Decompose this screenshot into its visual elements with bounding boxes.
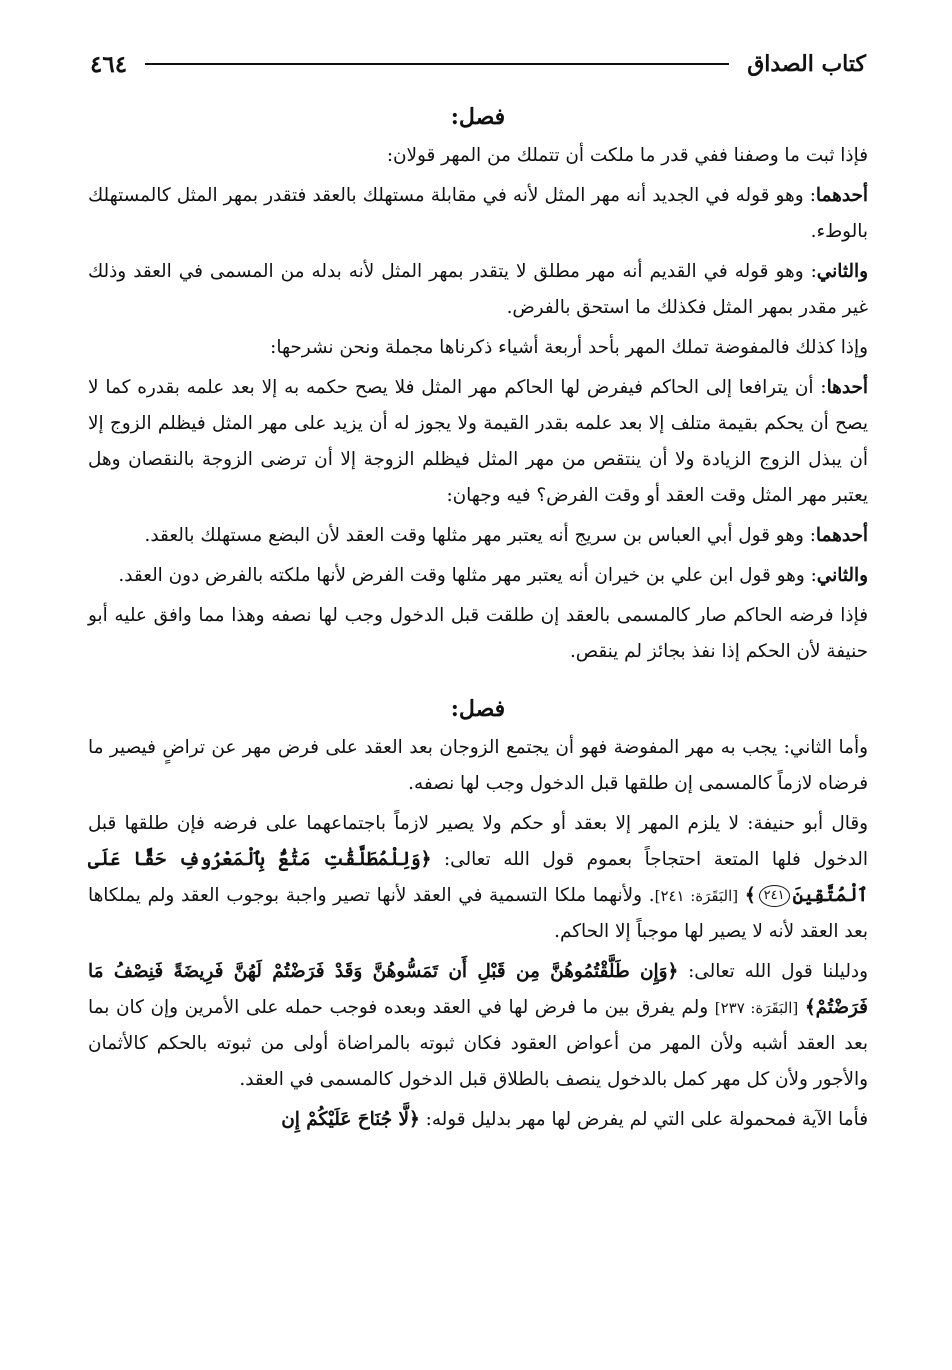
- paragraph-text: . ولأنهما ملكا التسمية في العقد لأنها تصير واجبة بوجوب العقد ولم يملكاها بعد العقد لأنه لا يصير لها موجباً إلا الحاكم.: [88, 885, 868, 942]
- paragraph-text: : وهو قوله في الجديد أنه مهر المثل لأنه في مقابلة مستهلك بالعقد فتقدر بمهر المثل كالمستهلك بالوطء.: [88, 185, 868, 242]
- paragraph: [88, 558, 868, 594]
- paragraph-text: ولم يفرق بين ما فرض لها في العقد وبعده فوجب حمله على الأمرين وإن كان بما بعد العقد أشبه ولأن المهر من أعواض العقود فكان ثبوته بالمراضاة أولى من ثبوته بالحكم كالأثمان والأجور ولأن كل مهر كمل بالدخول ينصف بالطلاق قبل الدخول كالمسمى في العقد.: [88, 997, 868, 1090]
- paragraph: [88, 370, 868, 514]
- quran-verse: ﴿لَّا جُنَاحَ عَلَيْكُمْ إِن: [281, 1109, 420, 1130]
- section-heading: فصل:: [450, 104, 506, 130]
- paragraph: [88, 730, 868, 802]
- paragraph-text: فإذا ثبت ما وصفنا ففي قدر ما ملكت أن تتملك من المهر قولان:: [386, 145, 868, 166]
- section-heading: فصل:: [450, 696, 506, 722]
- paragraph: [88, 954, 868, 1098]
- paragraph-text: فأما الآية فمحمولة على التي لم يفرض لها مهر بدليل قوله:: [425, 1109, 868, 1130]
- paragraph: [88, 254, 868, 326]
- paragraph-text: : وهو قوله في القديم أنه مهر مطلق لا يتقدر بمهر المثل لأنه بدله من المسمى في العقد وذلك غير مقدر بمهر المثل فكذلك ما استحق بالفرض.: [88, 261, 868, 318]
- quran-verse: ﴿وَلِلْمُطَلَّقَٰتِ مَتَٰعٌۢ بِٱلْمَعْرُوفِ حَقًّا عَلَى ٱلْمُتَّقِينَ: [88, 849, 868, 906]
- paragraph-lead: أحدها: [826, 377, 868, 398]
- page-number: ٤٦٤: [90, 50, 128, 78]
- paragraph: [88, 330, 868, 366]
- header-rule: [145, 63, 729, 65]
- paragraph-text: : وهو قول أبي العباس بن سريج أنه يعتبر مهر مثلها وقت العقد لأن البضع مستهلك بالعقد.: [144, 525, 816, 546]
- paragraph-text: وأما الثاني: يجب به مهر المفوضة فهو أن يجتمع الزوجان بعد العقد على فرض مهر عن تراضٍ فيصير ما فرضاه لازماً كالمسمى إن طلقها قبل الدخول وجب لها نصفه.: [88, 737, 868, 794]
- page-body: [88, 96, 868, 1142]
- book-title: كتاب الصداق: [747, 51, 866, 77]
- paragraph: [88, 806, 868, 950]
- page-header: [90, 44, 866, 84]
- paragraph: [88, 138, 868, 174]
- paragraph-text: : وهو قول ابن علي بن خيران أنه يعتبر مهر مثلها وقت الفرض لأنها ملكته بالفرض دون العقد.: [118, 565, 817, 586]
- paragraph-lead: والثاني: [816, 565, 868, 586]
- quran-verse: ﴿وَإِن طَلَّقْتُمُوهُنَّ مِن قَبْلِ أَن تَمَسُّوهُنَّ وَقَدْ فَرَضْتُمْ لَهُنَّ فَرِيضَةً فَنِصْفُ مَا فَرَضْتُمْ﴾: [88, 961, 868, 1018]
- paragraph: [88, 598, 868, 670]
- verse-reference: [البَقَرَة: ٢٤١]: [654, 887, 739, 905]
- paragraph-lead: والثاني: [816, 261, 868, 282]
- paragraph: [88, 178, 868, 250]
- ayah-number-marker: ٢٤١: [759, 885, 790, 907]
- paragraph: [88, 1102, 868, 1138]
- paragraph-lead: أحدهما: [815, 185, 868, 206]
- paragraph: [88, 518, 868, 554]
- paragraph-text: وإذا كذلك فالمفوضة تملك المهر بأحد أربعة أشياء ذكرناها مجملة ونحن نشرحها:: [270, 337, 868, 358]
- paragraph-lead: أحدهما: [815, 525, 868, 546]
- paragraph-text: ودليلنا قول الله تعالى:: [688, 961, 869, 982]
- verse-reference: [البَقَرَة: ٢٣٧]: [714, 999, 799, 1017]
- paragraph-text: وقال أبو حنيفة: لا يلزم المهر إلا بعقد أو حكم ولا يصير لازماً باجتماعهما على فرضه فإن طلقها قبل الدخول فلها المتعة احتجاجاً بعموم قول الله تعالى:: [88, 813, 868, 870]
- quran-bracket: ﴾: [744, 885, 756, 906]
- paragraph-text: : أن يترافعا إلى الحاكم فيفرض لها الحاكم مهر المثل فلا يصح حكمه به إلا بعد علمه بقدره كما لا يصح أن يحكم بقيمة متلف إلا بعد علمه بقدر القيمة ولا يجوز له أن يزيد على مهر المثل فيظلم الزوج إلا أن يبذل الزوج الزيادة ولا أن ينتقص من مهر المثل فيظلم الزوجة إلا أن ترضى الزوجة بالنقصان وهل يعتبر مهر المثل وقت العقد أو وقت الفرض؟ فيه وجهان:: [88, 377, 868, 506]
- paragraph-text: فإذا فرضه الحاكم صار كالمسمى بالعقد إن طلقت قبل الدخول وجب لها نصفه وهذا مما وافق عليه أبو حنيفة لأن الحكم إذا نفذ بجائز لم ينقص.: [88, 605, 868, 662]
